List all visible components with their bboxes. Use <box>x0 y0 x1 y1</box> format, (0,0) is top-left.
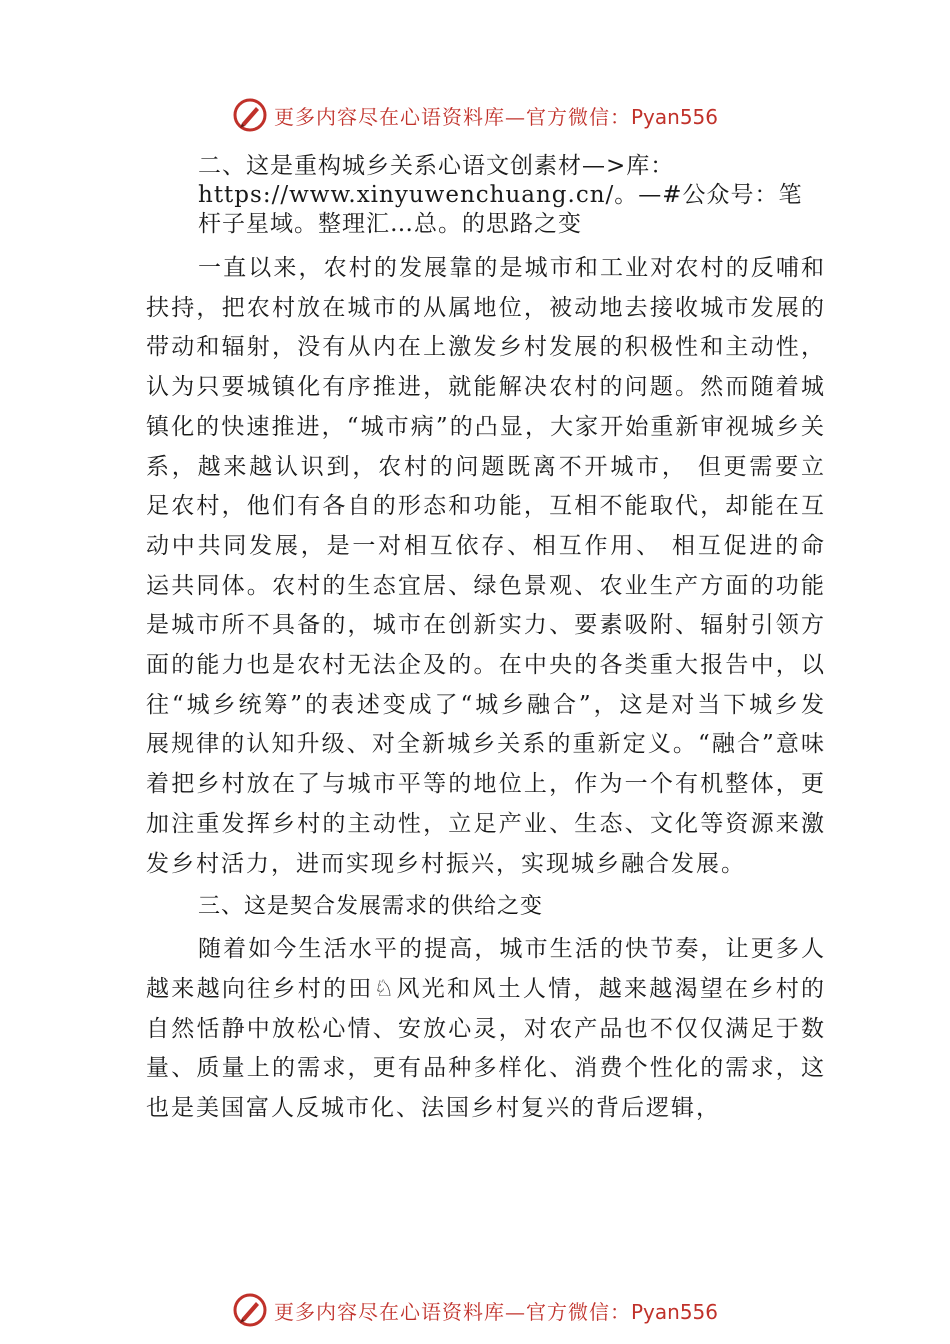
section-heading-3: 三、这是契合发展需求的供给之变 <box>198 894 544 920</box>
banner-text: 更多内容尽在心语资料库—官方微信：Pyan556 <box>273 1299 718 1324</box>
pen-logo-icon <box>232 1292 268 1328</box>
document-body <box>146 152 826 1129</box>
pen-logo-icon <box>232 97 268 133</box>
section-heading-2: 二、这是重构城乡关系心语文创素材—>库：https://www.xinyuwenchuang.cn/。—#公众号：笔杆子星域。整理汇…总。的思路之变 <box>198 153 803 237</box>
banner-text: 更多内容尽在心语资料库—官方微信：Pyan556 <box>273 104 718 129</box>
paragraph-1: 一直以来，农村的发展靠的是城市和工业对农村的反哺和扶持，把农村放在城市的从属地位，被动地去接收城市发展的带动和辐射，没有从内在上激发乡村发展的积极性和主动性，认为只要城镇化有序推进，就能解决农村的问题。然而随着城镇化的快速推进，“城市病”的凸显，大家开始重新审视城乡关系，越来越认识到，农村的问题既离不开城市， 但更需要立足农村，他们有各自的形态和功能，互相不能取代，却能在互动中共同发展，是一对相互依存、相互作用、 相互促进的命运共同体。农村的生态宜居、绿色景观、农业生产方面的功能是城市所不具备的，城市在创新实力、要素吸附、辐射引领方面的能力也是农村无法企及的。在中央的各类重大报告中，以往“城乡统筹”的表述变成了“城乡融合”，这是对当下城乡发展规律的认知升级、对全新城乡关系的重新定义。“融合”意味着把乡村放在了与城市平等的地位上，作为一个有机整体，更加注重发挥乡村的主动性，立足产业、生态、文化等资源来激发乡村活力，进而实现乡村振兴，实现城乡融合发展。 <box>146 255 826 877</box>
header-banner <box>0 93 950 137</box>
footer-banner <box>0 1288 950 1332</box>
paragraph-2: 随着如今生活水平的提高，城市生活的快节奏，让更多人越来越向往乡村的田♘风光和风土人情，越来越渴望在乡村的自然恬静中放松心情、安放心灵，对农产品也不仅仅满足于数量、质量上的需求，更有品种多样化、消费个性化的需求，这也是美国富人反城市化、法国乡村复兴的背后逻辑， <box>146 936 826 1122</box>
